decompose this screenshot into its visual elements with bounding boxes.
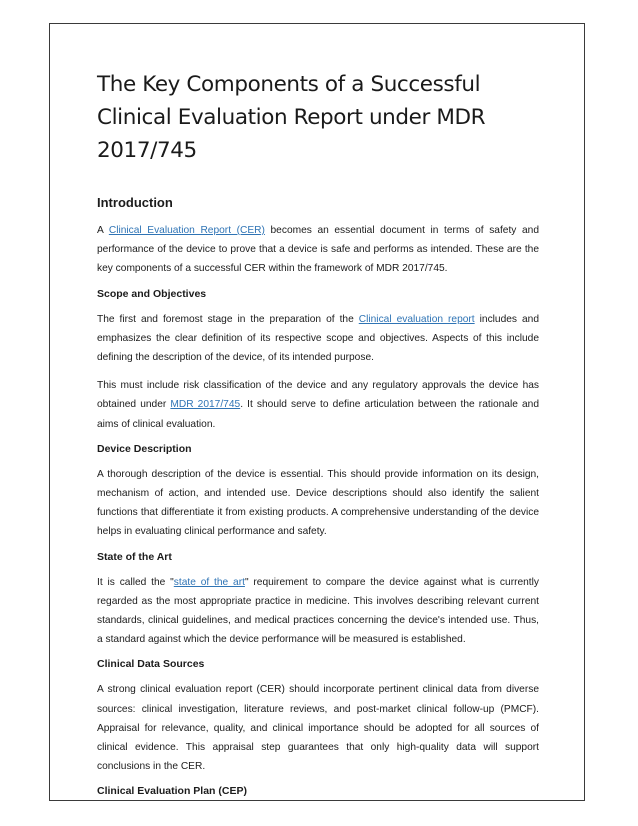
clinical-data-sources-paragraph: A strong clinical evaluation report (CER) should incorporate pertinent clinical data from diverse sources: clinical investigation, literature reviews, and post-market clinical follow-up (PMCF). Appraisal for relevance, quality, and clinical importance should be adopted for all sources of clinical evidence. This appraisal step guarantees that only high-quality data will support conclusions in the CER. xyxy=(97,684,539,773)
document-content xyxy=(97,68,539,807)
state-of-the-art-link[interactable]: state of the art xyxy=(173,576,245,588)
clinical-evaluation-report-link[interactable]: Clinical evaluation report xyxy=(358,313,475,325)
text-run: . It should serve to define articulation between the rationale and aims of clinical evaluation. xyxy=(97,399,539,430)
state-of-art-paragraph xyxy=(97,573,539,650)
document-title: The Key Components of a Successful Clinical Evaluation Report under MDR 2017/745 xyxy=(97,72,486,163)
introduction-heading: Introduction xyxy=(97,195,173,210)
text-run: This must include risk classification of the device and any regulatory approvals the device has obtained under xyxy=(97,380,539,411)
scope-paragraph-1 xyxy=(97,310,539,368)
introduction-paragraph xyxy=(97,221,539,279)
state-of-art-heading: State of the Art xyxy=(97,550,172,563)
text-run: includes and emphasizes the clear definition of its respective scope and objectives. Aspects of this include defining the description of the device, of its intended purpose. xyxy=(97,313,540,364)
clinical-data-sources-heading: Clinical Data Sources xyxy=(97,658,205,671)
scope-heading: Scope and Objectives xyxy=(97,287,207,300)
device-description-paragraph: A thorough description of the device is essential. This should provide information on its design, mechanism of action, and intended use. Device descriptions should also identify the salient functions that differentiate it from existing products. A comprehensive understanding of the device helps in evaluating clinical performance and safety. xyxy=(97,468,539,538)
device-description-heading: Device Description xyxy=(97,442,192,455)
scope-paragraph-2 xyxy=(97,376,539,434)
text-run: It is called the " xyxy=(97,576,174,588)
document-page xyxy=(49,23,585,801)
text-run: becomes an essential document in terms of safety and performance of the device to prove that a device is safe and performs as intended. These are the key components of a successful CER within the framework of MDR 2017/745. xyxy=(97,225,539,275)
text-run: " requirement to compare the device against what is currently regarded as the most appropriate practice in medicine. This involves describing relevant current standards, clinical guidelines, and medical practices concerning the device's intended use. Thus, a standard against which the device performance will be measured is established. xyxy=(97,576,539,646)
text-run: The first and foremost stage in the preparation of the xyxy=(97,313,359,325)
cer-link[interactable]: Clinical Evaluation Report (CER) xyxy=(108,225,265,236)
mdr-link[interactable]: MDR 2017/745 xyxy=(170,399,241,411)
text-run: A xyxy=(97,225,109,236)
cep-heading: Clinical Evaluation Plan (CEP) xyxy=(97,785,247,798)
